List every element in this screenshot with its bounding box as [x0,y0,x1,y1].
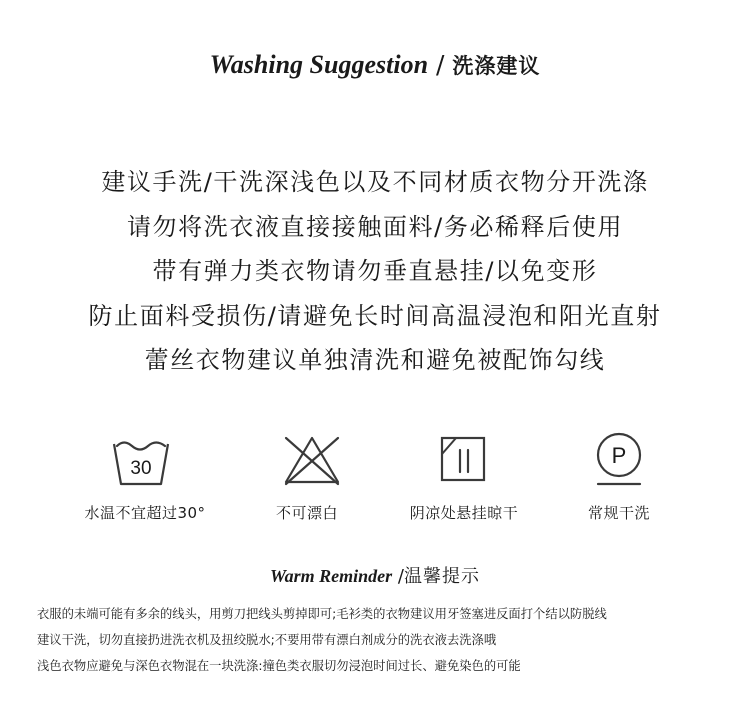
warm-reminder-title-chinese: 温馨提示 [403,566,480,587]
washing-suggestion-title-english: Washing Suggestion [209,50,429,79]
do-not-bleach-icon [280,432,344,488]
washing-suggestion-title [0,48,750,83]
suggestion-line: 防止面料受损伤/请避免长时间高温浸泡和阳光直射 [88,301,662,330]
washing-suggestions-list [0,160,750,383]
wash-30-icon [112,432,170,488]
wash-temperature-label: 水温不宜超过30° [84,504,206,522]
warm-reminders-list [37,601,737,679]
dry-clean-letter: P [611,443,627,468]
reminder-line: 浅色衣物应避免与深色衣物混在一块洗涤:撞色类衣服切勿浸泡时间过长、避免染色的可能 [37,659,521,673]
reminder-line: 衣服的未端可能有多余的线头，用剪刀把线头剪掉即可;毛衫类的衣物建议用牙签塞进反面打个结以防脱线 [37,607,607,621]
line-dry-shade-label: 阴凉处悬挂晾干 [409,504,519,522]
title-separator: / [428,50,453,79]
reminder-line: 建议干洗，切勿直接扔进洗衣机及扭绞脱水;不要用带有漂白剂成分的洗衣液去洗涤哦 [37,633,497,647]
professional-dry-clean-icon [594,432,644,488]
warm-reminder-title-english: Warm Reminder [270,566,393,586]
suggestion-line: 建议手洗/干洗深浅色以及不同材质衣物分开洗涤 [101,168,649,196]
dry-clean-label: 常规干洗 [587,504,650,522]
line-dry-shade-icon [440,432,488,488]
warm-reminder-title [0,562,750,591]
suggestion-line: 请勿将洗衣液直接接触面料/务必稀释后使用 [126,212,624,241]
suggestion-line: 蕾丝衣物建议单独清洗和避免被配饰勾线 [144,346,606,374]
suggestion-line: 带有弹力类衣物请勿垂直悬挂/以免变形 [152,257,598,285]
do-not-bleach-label: 不可漂白 [275,504,338,522]
washing-suggestion-title-chinese: 洗涤建议 [452,54,541,78]
wash-temperature-number: 30 [130,458,152,479]
reminder-title-separator: / [392,566,404,587]
